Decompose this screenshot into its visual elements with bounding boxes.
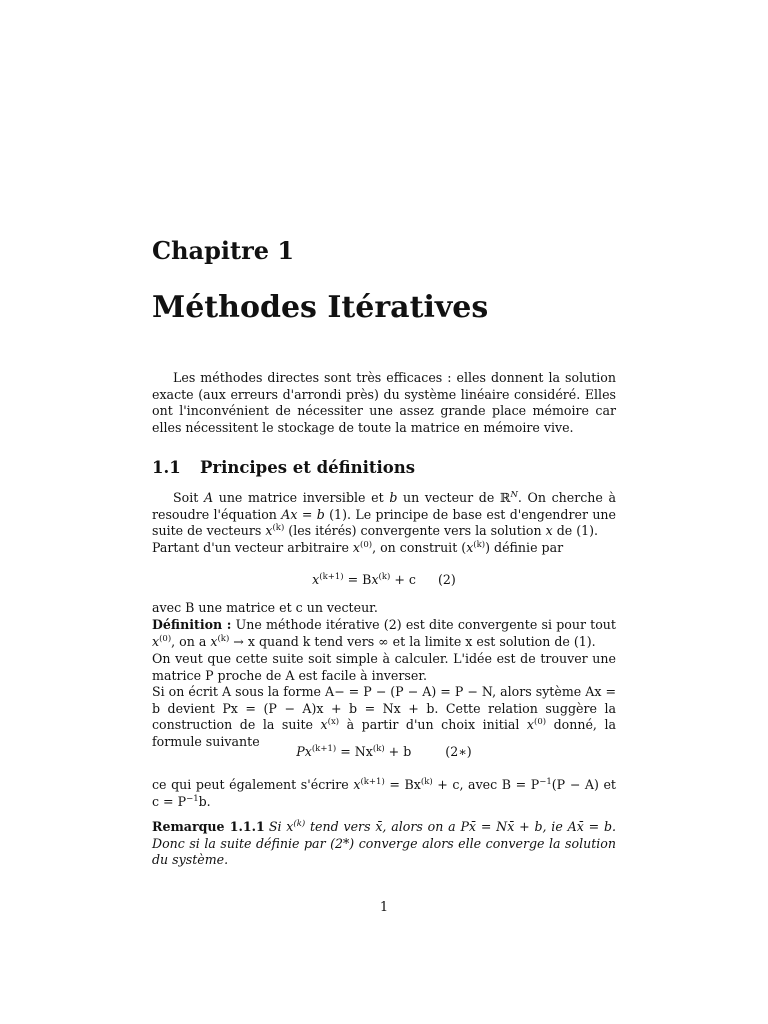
paragraph-definition: Définition : Une méthode itérative (2) est dite convergente si pour tout $x^{(0)}$, on a $x^{(k)} \to x$ quand k tend vers ∞ et la limite x est solution de (1).: [152, 617, 616, 649]
remark-heading: Remarque 1.1.1: [152, 819, 265, 834]
equation-label-2-star: (2∗): [445, 744, 472, 759]
paragraph-decomposition: Si on écrit A sous la forme A− = P − (P − A) = P − N, alors sytème Ax = b devient Px = (P − A)x + b = Nx + b. Cette relation suggère la construction de la suite $x^{(x)}$ à partir d'un choix initial $x^{(0)}$ donné, la formule suivante: [152, 684, 617, 749]
equation-2: $x^{(k+1)} = Bx^{(k)} + c$ (2): [312, 572, 456, 587]
remark-block: Remarque 1.1.1 Si $x^{(k)}$ tend vers x̄, alors on a Px̄ = Nx̄ + b, ie Ax̄ = b. Donc si la suite définie par (2*) converge alors elle converge la solution du système.: [152, 819, 617, 867]
page-number: 1: [379, 900, 389, 915]
section-heading: [152, 458, 415, 477]
equation-label-2: (2): [437, 572, 456, 587]
paragraph-rewrite: ce qui peut également s'écrire $x^{(k+1)} = Bx^{(k)} + c$, avec $B = P^{-1}(P - A)$ et $c = P^{-1}b$.: [152, 777, 616, 809]
equation-2-star: $Px^{(k+1)} = Nx^{(k)} + b$ (2∗): [296, 744, 472, 759]
section-number: 1.1: [152, 458, 181, 477]
paragraph-definitions: Soit A une matrice inversible et b un vecteur de ℝ$^N$. On cherche à resoudre l'équation Ax = b (1). Le principe de base est d'engendrer une suite de vecteurs $x^{(k)}$ (les itérés) convergente vers la solution x de (1).: [152, 490, 617, 538]
abstract-paragraph: Les méthodes directes sont très efficaces : elles donnent la solution exacte (aux erreurs d'arrondi près) du système linéaire considéré. Elles ont l'inconvénient de nécessiter une assez grande place mémoire car elles nécessitent le stockage de toute la matrice en mémoire vive.: [152, 370, 616, 435]
paragraph-avec: avec B une matrice et c un vecteur.: [152, 600, 378, 615]
paragraph-construction: Partant d'un vecteur arbitraire $x^{(0)}$, on construit $(x^{(k)})$ définie par: [152, 540, 564, 555]
chapter-title: Méthodes Itératives: [152, 290, 489, 325]
paragraph-simple: On veut que cette suite soit simple à calculer. L'idée est de trouver une matrice P proche de A est facile à inverser.: [152, 651, 616, 683]
definition-label: Définition :: [152, 617, 232, 632]
chapter-label: Chapitre 1: [152, 236, 295, 265]
section-title: Principes et définitions: [200, 458, 416, 477]
